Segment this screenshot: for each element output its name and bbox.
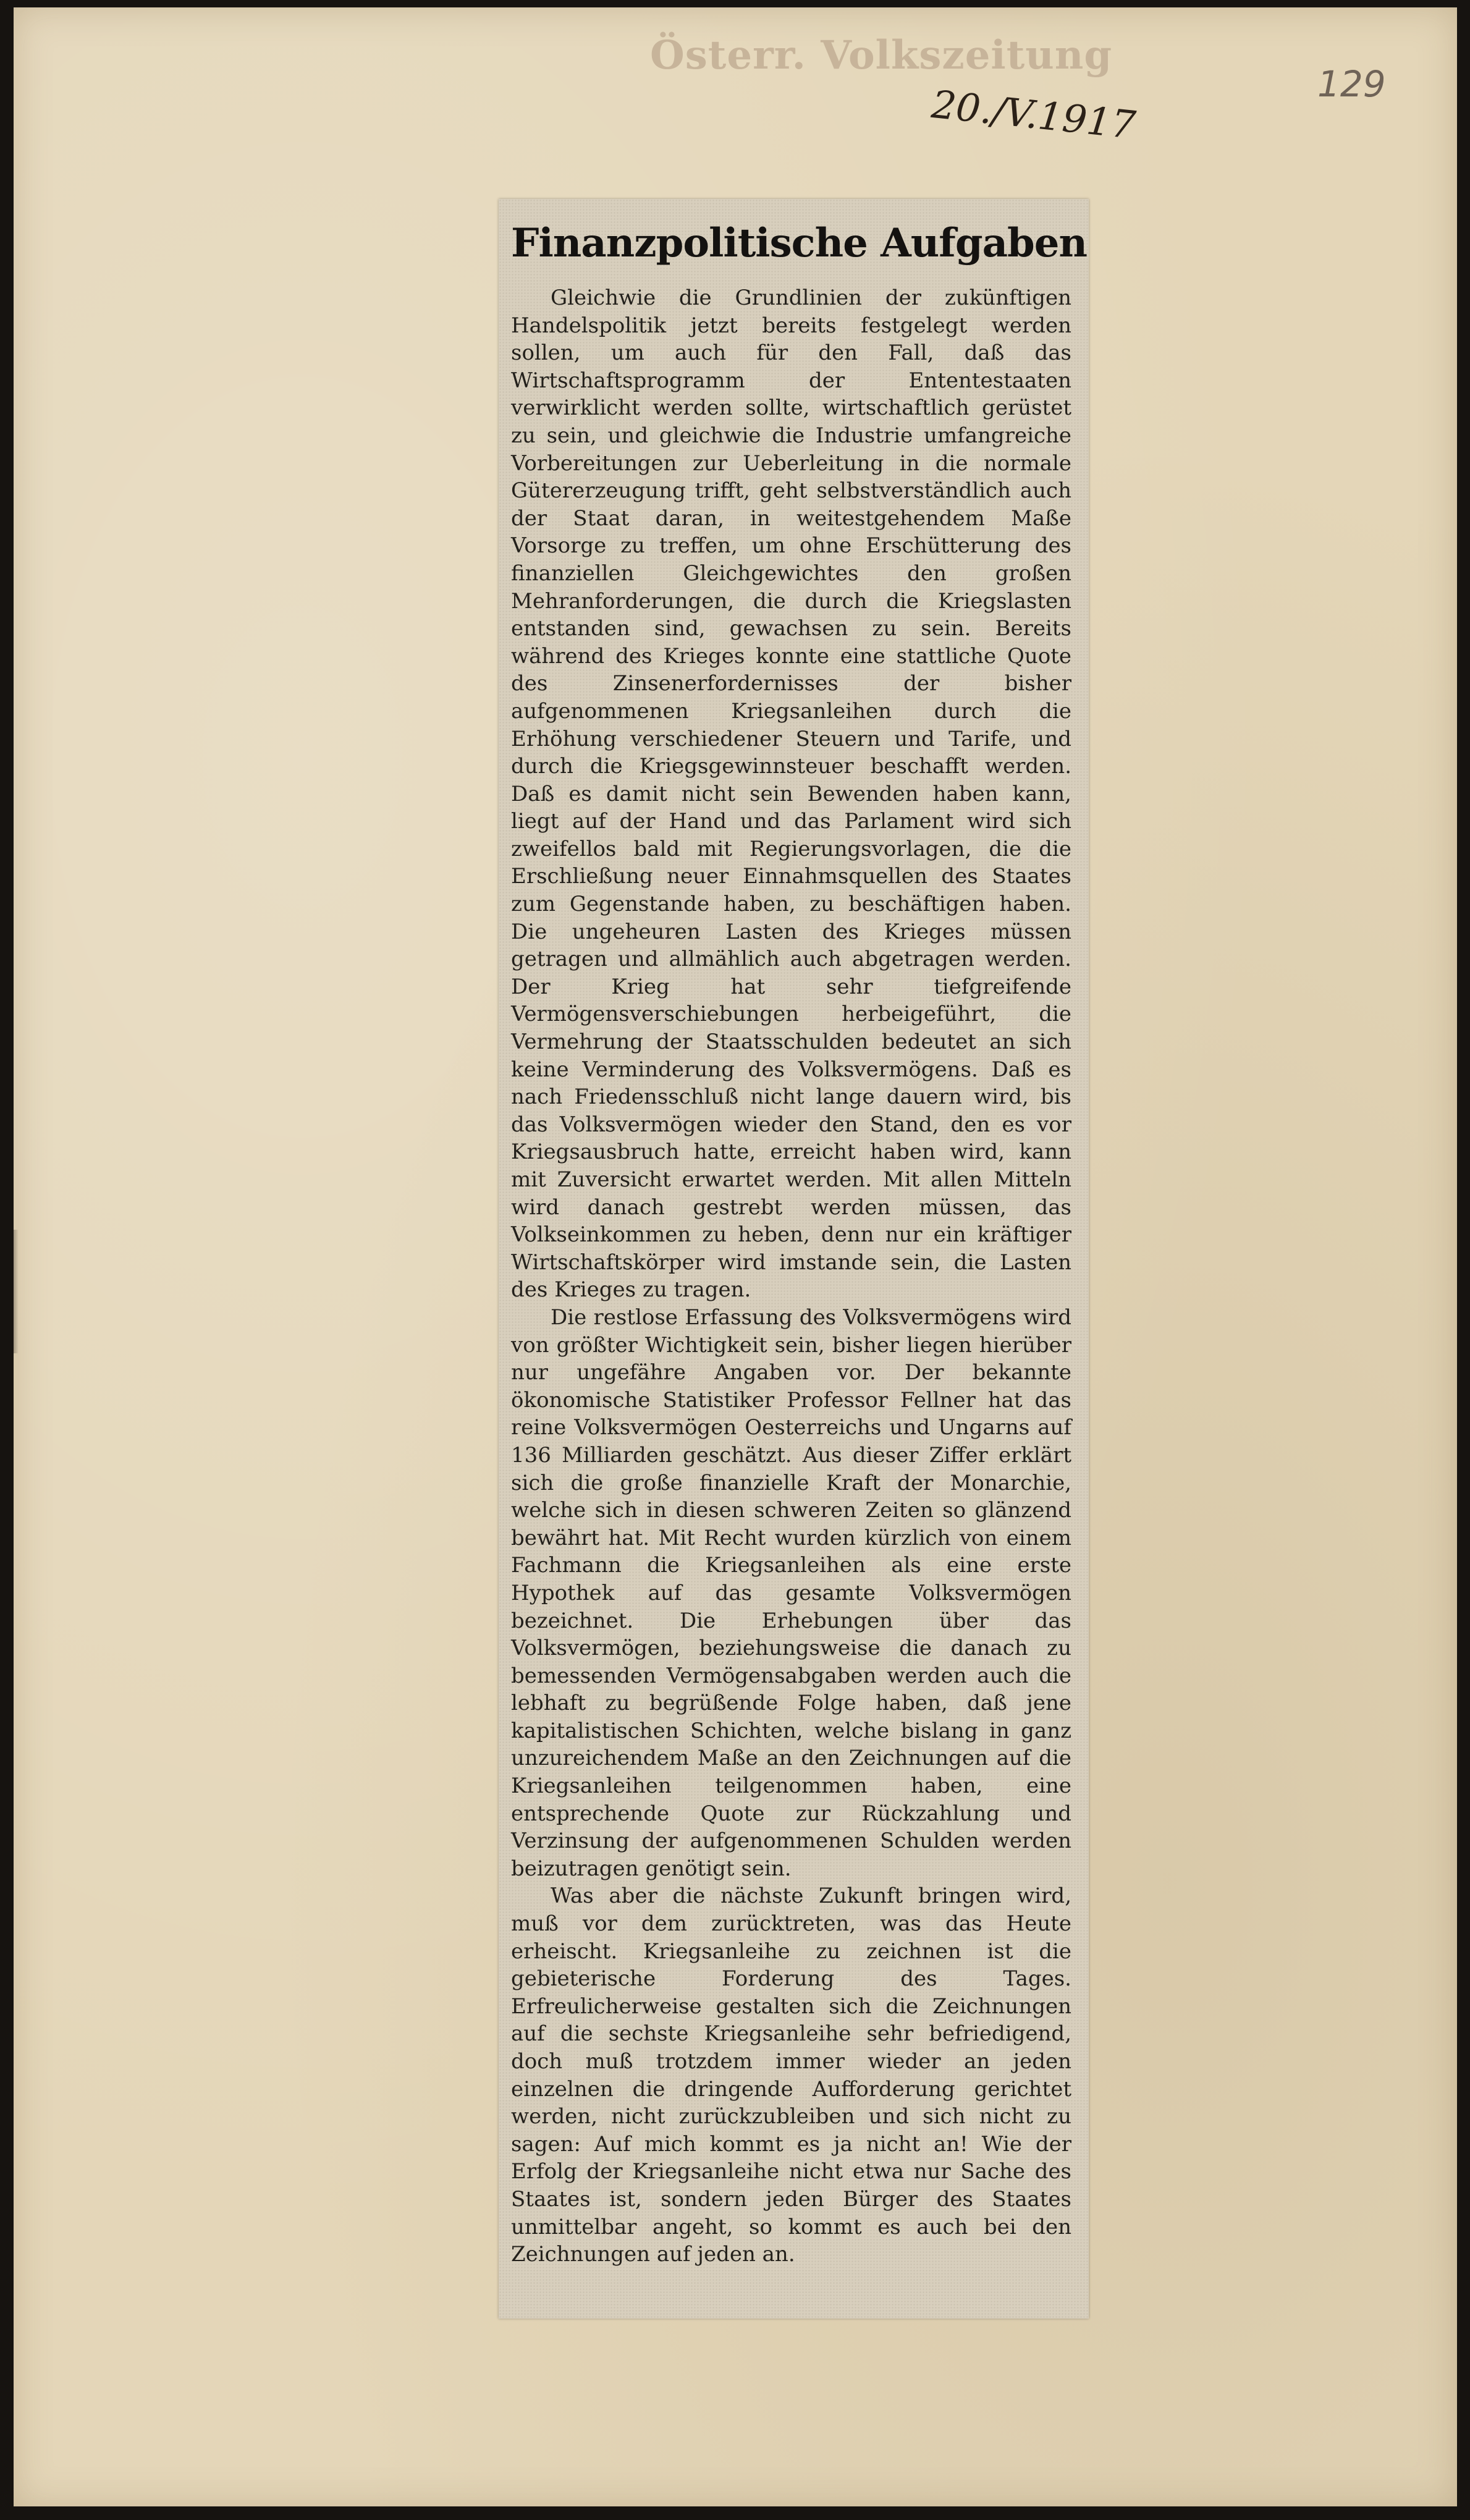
torn-edge	[0, 1230, 19, 1353]
handwritten-date: 20./V.1917	[929, 82, 1138, 148]
archive-sheet	[14, 7, 1457, 2506]
article-paragraph: Die restlose Erfassung des Volksvermögens wird von größter Wichtigkeit sein, bisher liegen hierüber nur ungefähre Angaben vor. Der bekannte ökonomische Statistiker Professor Fellner hat das reine Volksvermögen Oesterreichs und Ungarns auf 136 Milliarden geschätzt. Aus dieser Ziffer erklärt sich die große finanzielle Kraft der Monarchie, welche sich in diesen schweren Zeiten so glänzend bewährt hat. Mit Recht wurden kürzlich von einem Fachmann die Kriegsanleihen als eine erste Hypothek auf das gesamte Volksvermögen bezeichnet. Die Erhebungen über das Volksvermögen, beziehungsweise die danach zu bemessenden Vermögensabgaben werden auch die lebhaft zu begrüßende Folge haben, daß jene kapitalistischen Schichten, welche bislang in ganz unzureichendem Maße an den Zeichnungen auf die Kriegsanleihen teilgenommen haben, eine entsprechende Quote zur Rückzahlung und Verzinsung der aufgenommenen Schulden werden beizutragen genötigt sein.	[511, 1304, 1071, 1881]
article-paragraph: Gleichwie die Grundlinien der zukünftigen Handelspolitik jetzt bereits festgelegt werden sollen, um auch für den Fall, daß das Wirtschaftsprogramm der Ententestaaten verwirklicht werden sollte, wirtschaftlich gerüstet zu sein, und gleichwie die Industrie umfangreiche Vorbereitungen zur Ueberleitung in die normale Gütererzeugung trifft, geht selbstverständlich auch der Staat daran, in weitestgehendem Maße Vorsorge zu treffen, um ohne Erschütterung des finanziellen Gleichgewichtes den großen Mehranforderungen, die durch die Kriegslasten entstanden sind, gewachsen zu sein. Bereits während des Krieges konnte eine stattliche Quote des Zinsenerfordernisses der bisher aufgenommenen Kriegsanleihen durch die Erhöhung verschiedener Steuern und Tarife, und durch die Kriegsgewinnsteuer beschafft werden. Daß es damit nicht sein Bewenden haben kann, liegt auf der Hand und das Parlament wird sich zweifellos bald mit Regierungsvorlagen, die die Erschließung neuer Einnahmsquellen des Staates zum Gegenstande haben, zu beschäftigen haben. Die ungeheuren Lasten des Krieges müssen getragen und allmählich auch abgetragen werden. Der Krieg hat sehr tiefgreifende Vermögensverschiebungen herbeigeführt, die Vermehrung der Staatsschulden bedeutet an sich keine Verminderung des Volksvermögens. Daß es nach Friedensschluß nicht lange dauern wird, bis das Volksvermögen wieder den Stand, den es vor Kriegsausbruch hatte, erreicht haben wird, kann mit Zuversicht erwartet werden. Mit allen Mitteln wird danach gestrebt werden müssen, das Volkseinkommen zu heben, denn nur ein kräftiger Wirtschaftskörper wird imstande sein, die Lasten des Krieges zu tragen.	[511, 285, 1071, 1303]
page-number: 129	[1317, 63, 1386, 105]
article-paragraph: Was aber die nächste Zukunft bringen wird, muß vor dem zurücktreten, was das Heute erheischt. Kriegsanleihe zu zeichnen ist die gebieterische Forderung des Tages. Erfreulicherweise gestalten sich die Zeichnungen auf die sechste Kriegsanleihe sehr befriedigend, doch muß trotzdem immer wieder an jeden einzelnen die dringende Aufforderung gerichtet werden, nicht zurückzubleiben und sich nicht zu sagen: Auf mich kommt es ja nicht an! Wie der Erfolg der Kriegsanleihe nicht etwa nur Sache des Staates ist, sondern jeden Bürger des Staates unmittelbar angeht, so kommt es auch bei den Zeichnungen auf jeden an.	[511, 1884, 1071, 2267]
article-headline: Finanzpolitische Aufgaben	[511, 220, 1088, 266]
newspaper-name-stamp: Österr. Volkszeitung	[650, 32, 1113, 78]
newspaper-clipping	[499, 199, 1089, 2319]
